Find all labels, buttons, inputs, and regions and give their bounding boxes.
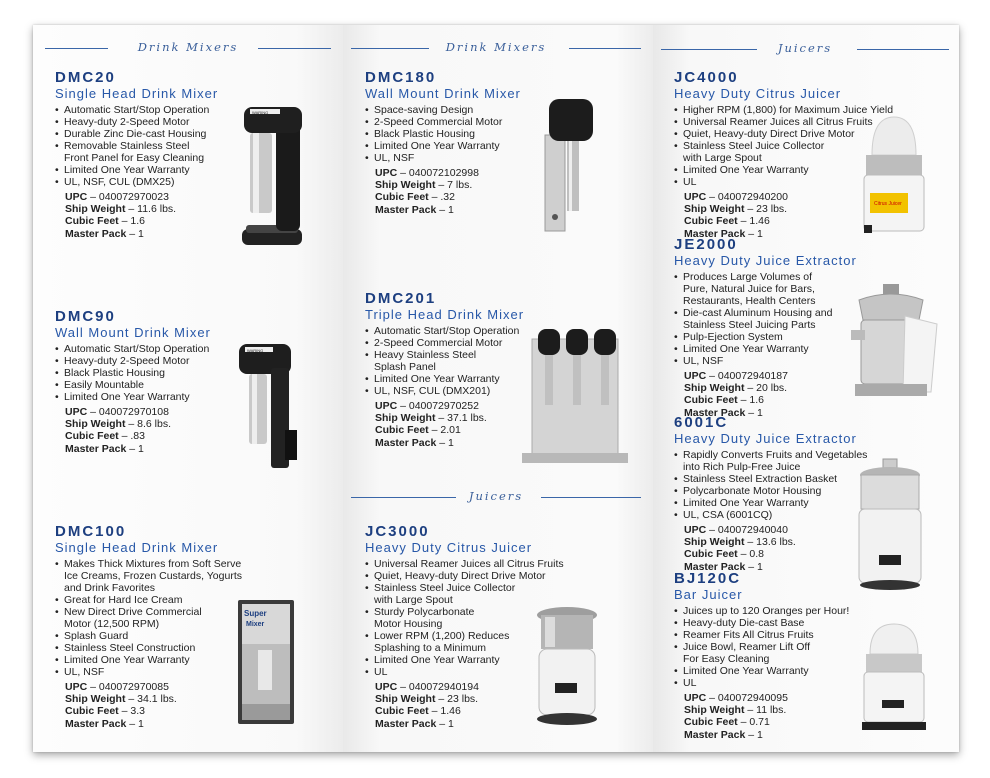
spec-value: 3.3 [130, 705, 145, 718]
spec-pack: Master Pack – 1 [684, 560, 763, 573]
spec-pack: Master Pack – 1 [65, 442, 144, 455]
feature-item: • Limited One Year Warranty [674, 497, 904, 509]
spec-value: 0.71 [749, 716, 770, 729]
spec-label: Master Pack [684, 406, 746, 419]
spec-label: Master Pack [684, 728, 746, 741]
feature-item: • UL, NSF [674, 355, 904, 367]
spec-list [65, 191, 255, 240]
spec-value: .32 [440, 191, 455, 204]
spec-value: 34.1 lbs. [137, 693, 177, 706]
spec-label: Cubic Feet [65, 215, 119, 228]
spec-list [375, 167, 565, 216]
spec-value: 1 [756, 728, 763, 741]
feature-item: • Durable Zinc Die-cast Housing [55, 128, 255, 140]
spec-pack: Master Pack – 1 [684, 227, 763, 240]
product-model: 6001C [674, 414, 729, 431]
spec-cubic: Cubic Feet – .32 [375, 191, 455, 204]
spec-label: Master Pack [375, 436, 437, 449]
spec-upc: UPC – 040072940095 [684, 692, 788, 704]
catalog-spread [33, 25, 959, 752]
jc4000-juicer-image [858, 115, 928, 235]
feature-item: • Limited One Year Warranty [55, 391, 255, 403]
feature-item: • New Direct Drive Commercial [55, 606, 255, 618]
spec-label: UPC [684, 524, 707, 536]
spec-label: UPC [375, 681, 398, 693]
feature-item: Motor Housing [374, 618, 443, 630]
spec-label: Cubic Feet [684, 394, 738, 407]
dmc201-mixer-image [518, 325, 630, 465]
product-dmc20 [55, 70, 255, 240]
product-dmc90 [55, 309, 255, 455]
spec-upc: UPC – 040072940187 [684, 370, 788, 382]
feature-item: Motor (12,500 RPM) [64, 618, 160, 630]
feature-item: • Limited One Year Warranty [674, 164, 904, 176]
spec-label: Cubic Feet [375, 191, 429, 204]
jc3000-juicer-image [533, 605, 603, 727]
spec-ship: Ship Weight – 7 lbs. [375, 179, 473, 192]
feature-item: • Quiet, Heavy-duty Direct Drive Motor [365, 570, 565, 582]
product-name: Single Head Drink Mixer [55, 540, 219, 555]
spec-cubic: Cubic Feet – 1.6 [65, 215, 145, 228]
product-model: DMC100 [55, 523, 127, 540]
spec-value: 7 lbs. [447, 179, 473, 192]
feature-item: • Higher RPM (1,800) for Maximum Juice Yield [674, 104, 904, 116]
feature-item: • UL [365, 666, 565, 678]
product-name: Single Head Drink Mixer [55, 86, 219, 101]
spec-pack: Master Pack – 1 [684, 406, 763, 419]
feature-list [365, 104, 565, 164]
feature-list [55, 343, 255, 403]
spec-value: 1.6 [749, 394, 764, 407]
spec-ship: Ship Weight – 13.6 lbs. [684, 536, 796, 549]
spec-label: Cubic Feet [375, 424, 429, 437]
spec-label: Master Pack [684, 227, 746, 240]
spec-upc: UPC – 040072940040 [684, 524, 788, 536]
product-model: DMC201 [365, 290, 437, 307]
feature-list [55, 558, 255, 678]
spec-value: 13.6 lbs. [756, 536, 796, 549]
feature-item: • Stainless Steel Juice Collector [674, 140, 904, 152]
spec-label: Master Pack [375, 203, 437, 216]
spec-value: 040072102998 [408, 167, 479, 179]
je2000-extractor-image [845, 280, 940, 400]
spec-value: 1 [447, 717, 454, 730]
spec-value: 040072940187 [717, 370, 788, 382]
spec-label: Ship Weight [375, 179, 436, 192]
spec-label: Cubic Feet [65, 705, 119, 718]
spec-value: 1 [137, 717, 144, 730]
feature-item: and Drink Favorites [64, 582, 156, 594]
spec-label: Ship Weight [684, 704, 745, 717]
spec-pack: Master Pack – 1 [375, 436, 454, 449]
spec-value: 1 [756, 227, 763, 240]
spec-pack: Master Pack – 1 [65, 717, 144, 730]
spec-value: 0.8 [749, 548, 764, 561]
feature-item: with Large Spout [683, 152, 762, 164]
feature-item: • UL [674, 176, 904, 188]
feature-item: Front Panel for Easy Cleaning [64, 152, 205, 164]
spec-value: 1.6 [130, 215, 145, 228]
spec-cubic: Cubic Feet – 3.3 [65, 705, 145, 718]
feature-item: • Automatic Start/Stop Operation [55, 343, 255, 355]
svg-text:WARING: WARING [247, 348, 264, 353]
6001c-extractor-image [853, 457, 928, 592]
product-model: JE2000 [674, 236, 738, 253]
feature-item: • UL, CSA (6001CQ) [674, 509, 904, 521]
spec-label: Ship Weight [375, 693, 436, 706]
spec-value: 1 [756, 560, 763, 573]
feature-item: • Limited One Year Warranty [365, 140, 565, 152]
product-model: BJ120C [674, 570, 742, 587]
spec-label: Master Pack [65, 227, 127, 240]
feature-item: • 2-Speed Commercial Motor [365, 116, 565, 128]
page-right [653, 25, 959, 752]
spec-value: 040072940200 [717, 191, 788, 203]
spec-pack: Master Pack – 1 [375, 203, 454, 216]
feature-item: • Limited One Year Warranty [55, 654, 255, 666]
spec-label: Cubic Feet [375, 705, 429, 718]
feature-item: • Makes Thick Mixtures from Soft Serve [55, 558, 255, 570]
spec-cubic: Cubic Feet – 0.71 [684, 716, 770, 729]
dmc20-mixer-image [238, 103, 306, 248]
spec-ship: Ship Weight – 11.6 lbs. [65, 203, 177, 216]
feature-item: • Black Plastic Housing [55, 367, 255, 379]
feature-item: • UL, NSF, CUL (DMX25) [55, 176, 255, 188]
spec-value: 1 [137, 227, 144, 240]
spec-value: 1.46 [749, 215, 770, 228]
spec-ship: Ship Weight – 11 lbs. [684, 704, 787, 717]
product-name: Bar Juicer [674, 587, 743, 602]
svg-text:Citrus Juicer: Citrus Juicer [874, 201, 902, 207]
feature-item: • Black Plastic Housing [365, 128, 565, 140]
spec-cubic: Cubic Feet – 0.8 [684, 548, 764, 561]
product-name: Heavy Duty Juice Extractor [674, 431, 857, 446]
spec-ship: Ship Weight – 23 lbs. [375, 693, 479, 706]
feature-item: Stainless Steel Juicing Parts [683, 319, 816, 331]
product-name: Wall Mount Drink Mixer [365, 86, 521, 101]
feature-item: • UL [674, 677, 904, 689]
feature-item: • Stainless Steel Extraction Basket [674, 473, 904, 485]
spec-label: Master Pack [65, 442, 127, 455]
spec-pack: Master Pack – 1 [65, 227, 144, 240]
feature-item: • Die-cast Aluminum Housing and [674, 307, 904, 319]
spec-label: Cubic Feet [684, 215, 738, 228]
feature-item: • Great for Hard Ice Cream [55, 594, 255, 606]
spec-list [65, 406, 255, 455]
feature-item: Restaurants, Health Centers [683, 295, 816, 307]
section-header: Juicers [661, 41, 949, 57]
spec-label: Ship Weight [375, 412, 436, 425]
spec-upc: UPC – 040072102998 [375, 167, 479, 179]
feature-item: • Removable Stainless Steel [55, 140, 255, 152]
feature-item: • Stainless Steel Juice Collector [365, 582, 565, 594]
feature-item: with Large Spout [374, 594, 453, 606]
feature-item: into Rich Pulp-Free Juice [683, 461, 801, 473]
spec-label: Ship Weight [65, 418, 126, 431]
feature-item: • Limited One Year Warranty [674, 343, 904, 355]
spec-value: .83 [130, 430, 145, 443]
bj120c-juicer-image [858, 622, 928, 732]
feature-item: • Splash Guard [55, 630, 255, 642]
product-name: Heavy Duty Citrus Juicer [674, 86, 842, 101]
svg-text:Super: Super [244, 609, 267, 618]
svg-text:WARING: WARING [252, 110, 269, 115]
feature-item: • 2-Speed Commercial Motor [365, 337, 565, 349]
feature-item: • Pulp-Ejection System [674, 331, 904, 343]
spec-upc: UPC – 040072940200 [684, 191, 788, 203]
spec-label: Master Pack [684, 560, 746, 573]
feature-item: • Quiet, Heavy-duty Direct Drive Motor [674, 128, 904, 140]
feature-item: • Automatic Start/Stop Operation [365, 325, 565, 337]
spec-label: UPC [65, 191, 88, 203]
spec-value: 1 [447, 203, 454, 216]
feature-item: • Heavy-duty 2-Speed Motor [55, 116, 255, 128]
feature-item: • Juice Bowl, Reamer Lift Off [674, 641, 904, 653]
spec-list [65, 681, 255, 730]
feature-item: • Heavy-duty Die-cast Base [674, 617, 904, 629]
spec-value: 37.1 lbs. [447, 412, 487, 425]
spec-ship: Ship Weight – 34.1 lbs. [65, 693, 177, 706]
product-model: JC3000 [365, 523, 430, 540]
product-name: Heavy Duty Juice Extractor [674, 253, 857, 268]
spec-label: Master Pack [375, 717, 437, 730]
spec-value: 040072940194 [408, 681, 479, 693]
spec-label: UPC [375, 400, 398, 412]
spec-label: UPC [684, 692, 707, 704]
feature-item: • UL, NSF, CUL (DMX201) [365, 385, 565, 397]
spec-label: Ship Weight [684, 382, 745, 395]
spec-value: 1 [137, 442, 144, 455]
spec-label: Ship Weight [684, 203, 745, 216]
feature-item: • Lower RPM (1,200) Reduces [365, 630, 565, 642]
spec-value: 040072970023 [98, 191, 169, 203]
spec-pack: Master Pack – 1 [684, 728, 763, 741]
spec-cubic: Cubic Feet – .83 [65, 430, 145, 443]
spec-value: 23 lbs. [756, 203, 788, 216]
section-header: Juicers [351, 489, 641, 505]
spec-upc: UPC – 040072970085 [65, 681, 169, 693]
product-model: DMC90 [55, 308, 116, 325]
spec-value: 2.01 [440, 424, 461, 437]
spec-value: 23 lbs. [447, 693, 479, 706]
svg-text:Mixer: Mixer [246, 621, 265, 628]
feature-item: For Easy Cleaning [683, 653, 770, 665]
feature-item: • Easily Mountable [55, 379, 255, 391]
feature-item: • Limited One Year Warranty [55, 164, 255, 176]
spec-upc: UPC – 040072940194 [375, 681, 479, 693]
product-name: Heavy Duty Citrus Juicer [365, 540, 533, 555]
spec-pack: Master Pack – 1 [375, 717, 454, 730]
spec-label: Ship Weight [65, 693, 126, 706]
spec-label: UPC [65, 406, 88, 418]
feature-item: Ice Creams, Frozen Custards, Yogurts [64, 570, 242, 582]
spec-value: 040072970252 [408, 400, 479, 412]
feature-item: • Universal Reamer Juices all Citrus Fruits [674, 116, 904, 128]
product-model: DMC20 [55, 69, 116, 86]
feature-item: • UL, NSF [55, 666, 255, 678]
spec-value: 20 lbs. [756, 382, 788, 395]
feature-item: • Sturdy Polycarbonate [365, 606, 565, 618]
spec-value: 040072940095 [717, 692, 788, 704]
product-model: JC4000 [674, 69, 739, 86]
feature-item: • Heavy Stainless Steel [365, 349, 565, 361]
spec-label: Ship Weight [65, 203, 126, 216]
feature-item: • Limited One Year Warranty [674, 665, 904, 677]
feature-item: • Polycarbonate Motor Housing [674, 485, 904, 497]
feature-list [55, 104, 255, 188]
spec-upc: UPC – 040072970023 [65, 191, 169, 203]
feature-item: Splashing to a Minimum [374, 642, 487, 654]
feature-item: • Heavy-duty 2-Speed Motor [55, 355, 255, 367]
spec-value: 1 [447, 436, 454, 449]
spec-value: 11.6 lbs. [137, 203, 177, 216]
spec-label: UPC [684, 370, 707, 382]
feature-item: • Juices up to 120 Oranges per Hour! [674, 605, 904, 617]
product-dmc100 [55, 524, 255, 730]
feature-item: • Universal Reamer Juices all Citrus Fruits [365, 558, 565, 570]
spec-value: 040072970085 [98, 681, 169, 693]
section-header: Drink Mixers [45, 40, 331, 56]
product-name: Triple Head Drink Mixer [365, 307, 525, 322]
feature-item: Splash Panel [374, 361, 436, 373]
spec-value: 040072940040 [717, 524, 788, 536]
spec-label: Cubic Feet [65, 430, 119, 443]
spec-label: Cubic Feet [684, 716, 738, 729]
dmc90-mixer-image [231, 340, 306, 470]
spec-label: UPC [684, 191, 707, 203]
spec-value: 8.6 lbs. [137, 418, 172, 431]
spec-upc: UPC – 040072970108 [65, 406, 169, 418]
spec-value: 11 lbs. [756, 704, 787, 717]
feature-item: • Produces Large Volumes of [674, 271, 904, 283]
section-header: Drink Mixers [351, 40, 641, 56]
spec-label: UPC [65, 681, 88, 693]
feature-item: • Limited One Year Warranty [365, 654, 565, 666]
spec-label: UPC [375, 167, 398, 179]
spec-cubic: Cubic Feet – 1.46 [684, 215, 770, 228]
spec-cubic: Cubic Feet – 1.6 [684, 394, 764, 407]
spec-cubic: Cubic Feet – 2.01 [375, 424, 461, 437]
dmc180-mixer-image [541, 95, 601, 237]
spec-label: Cubic Feet [684, 548, 738, 561]
feature-item: • Space-saving Design [365, 104, 565, 116]
product-dmc180 [365, 70, 565, 216]
spec-value: 1 [756, 406, 763, 419]
spec-ship: Ship Weight – 37.1 lbs. [375, 412, 487, 425]
feature-item: • Rapidly Converts Fruits and Vegetables [674, 449, 904, 461]
spec-ship: Ship Weight – 8.6 lbs. [65, 418, 172, 431]
spec-label: Ship Weight [684, 536, 745, 549]
feature-item: • Automatic Start/Stop Operation [55, 104, 255, 116]
product-name: Wall Mount Drink Mixer [55, 325, 211, 340]
product-model: DMC180 [365, 69, 437, 86]
spec-label: Master Pack [65, 717, 127, 730]
spec-upc: UPC – 040072970252 [375, 400, 479, 412]
feature-item: Pure, Natural Juice for Bars, [683, 283, 815, 295]
dmc100-mixer-image [236, 598, 298, 728]
spec-value: 040072970108 [98, 406, 169, 418]
feature-item: • UL, NSF [365, 152, 565, 164]
spec-cubic: Cubic Feet – 1.46 [375, 705, 461, 718]
page-middle [343, 25, 653, 752]
spec-ship: Ship Weight – 23 lbs. [684, 203, 788, 216]
spec-value: 1.46 [440, 705, 461, 718]
page-left [33, 25, 343, 752]
feature-item: • Reamer Fits All Citrus Fruits [674, 629, 904, 641]
spec-ship: Ship Weight – 20 lbs. [684, 382, 788, 395]
feature-item: • Limited One Year Warranty [365, 373, 565, 385]
feature-item: • Stainless Steel Construction [55, 642, 255, 654]
